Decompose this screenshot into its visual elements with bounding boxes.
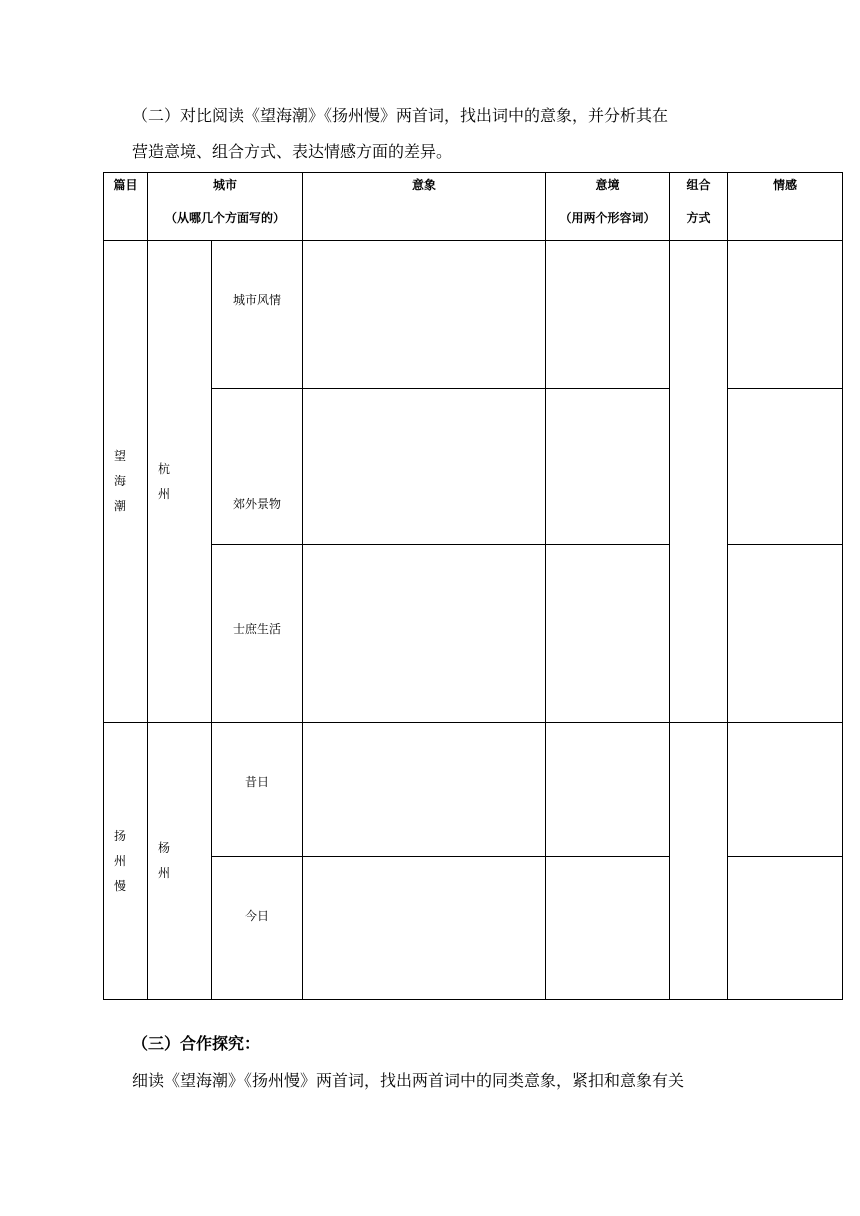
- combination-answer-cell[interactable]: [670, 241, 728, 723]
- mood-answer-cell[interactable]: [546, 545, 670, 723]
- city-name-cell: 杭 州: [148, 241, 212, 723]
- table-row: [104, 389, 843, 545]
- section3-line-1: 细读《望海潮》《扬州慢》两首词，找出两首词中的同类意象，紧扣和意象有关: [132, 1071, 685, 1090]
- header-combination-line-2: 方式: [686, 211, 711, 225]
- header-city-label: 城市: [213, 178, 238, 192]
- header-title: 篇目: [104, 173, 148, 241]
- header-combination: [670, 173, 728, 241]
- emotion-answer-cell[interactable]: [728, 723, 843, 857]
- mood-answer-cell[interactable]: [546, 723, 670, 857]
- aspect-cell: 士庶生活: [212, 545, 303, 723]
- section3-heading: （三）合作探究：: [132, 1034, 261, 1053]
- aspect-cell: 城市风情: [212, 241, 303, 389]
- header-mood-label: 意境: [595, 178, 620, 192]
- table-row: [104, 241, 843, 389]
- imagery-answer-cell[interactable]: [303, 857, 546, 1000]
- imagery-answer-cell[interactable]: [303, 241, 546, 389]
- header-city-sub: （从哪几个方面写的）: [165, 211, 286, 225]
- header-combination-line-1: 组合: [686, 178, 711, 192]
- aspect-cell: 郊外景物: [212, 389, 303, 545]
- header-mood: [546, 173, 670, 241]
- city-name-cell: 杨 州: [148, 723, 212, 1000]
- emotion-answer-cell[interactable]: [728, 241, 843, 389]
- header-mood-sub: （用两个形容词）: [559, 211, 656, 225]
- table-row: [104, 723, 843, 857]
- mood-answer-cell[interactable]: [546, 857, 670, 1000]
- intro-line-2: 营造意境、组合方式、表达情感方面的差异。: [132, 142, 453, 161]
- poem-title-cell: 望 海 潮: [104, 241, 148, 723]
- aspect-cell: 昔日: [212, 723, 303, 857]
- comparison-table: [103, 172, 843, 1000]
- table-row: [104, 857, 843, 1000]
- combination-answer-cell[interactable]: [670, 723, 728, 1000]
- mood-answer-cell[interactable]: [546, 389, 670, 545]
- header-emotion: 情感: [728, 173, 843, 241]
- header-city: [148, 173, 303, 241]
- imagery-answer-cell[interactable]: [303, 389, 546, 545]
- poem-title-cell: 扬 州 慢: [104, 723, 148, 1000]
- header-row: [104, 173, 843, 241]
- imagery-answer-cell[interactable]: [303, 723, 546, 857]
- emotion-answer-cell[interactable]: [728, 545, 843, 723]
- table-row: [104, 545, 843, 723]
- header-imagery: 意象: [303, 173, 546, 241]
- imagery-answer-cell[interactable]: [303, 545, 546, 723]
- emotion-answer-cell[interactable]: [728, 389, 843, 545]
- mood-answer-cell[interactable]: [546, 241, 670, 389]
- emotion-answer-cell[interactable]: [728, 857, 843, 1000]
- intro-line-1: （二）对比阅读《望海潮》《扬州慢》两首词，找出词中的意象，并分析其在: [132, 106, 669, 125]
- aspect-cell: 今日: [212, 857, 303, 1000]
